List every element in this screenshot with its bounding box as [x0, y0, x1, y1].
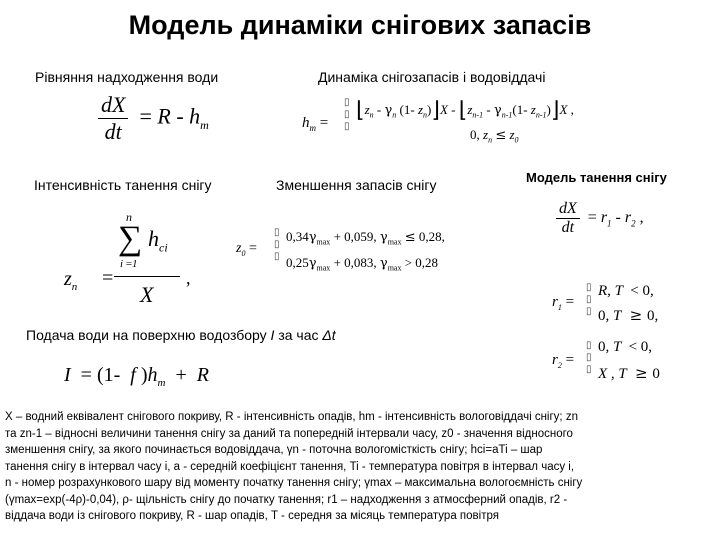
description-line: віддача води із снігового покриву, R - шар опадів, T - середня за місяць температура повітря	[5, 510, 499, 522]
water-balance-formula: $\frac{dX}{dt}$ = R - $h_m$	[98, 92, 209, 145]
description-line: та zn-1 – відносні величини танення снігу за даний та попередній інтервали часу, z0 - значення відносного	[5, 427, 573, 440]
description-line: X – водний еквівалент снігового покриву, R - інтенсивність опадів, hm - інтенсивність вологовіддачі снігу; zn	[5, 411, 578, 423]
melt-model-formula-main: $\frac{dX}{dt}$ = $r_1 - r_2$ ,	[556, 200, 644, 237]
page-title: Модель динаміки снігових запасів	[128, 10, 592, 40]
label-reserve-decrease: Зменшення запасів снігу	[276, 177, 437, 193]
label-melt-intensity: Інтенсивність танення снігу	[34, 177, 212, 193]
label-water-supply: Подача води на поверхню водозбору I за час Δt	[26, 327, 336, 343]
description-line: танення снігу в інтервал часу i, a - середній коефіцієнт танення, Ti - температура повітря в інтервал часу i,	[5, 460, 575, 473]
snow-dynamics-formula: $h_m$ = ▯ ▯ ▯ $⌊z_n - \gamma_n$ (1- $z_n)⌋X$ - $⌊z_{n-1} - \gamma_{n-1}(1-$ $z_{n-1})⌋X$ , 0, $z_n \le z_0$	[302, 97, 574, 145]
label-snow-dynamics: Динаміка снігозапасів і водовіддачі	[318, 69, 546, 85]
label-water-equation: Рівняння надходження води	[35, 69, 219, 85]
label-melt-model: Модель танення снігу	[526, 170, 667, 185]
description-line: n - номер розрахункового шару від моменту початку танення снігу; γmax – максимальна вологоємність снігу	[5, 477, 583, 489]
water-supply-formula: I = (1- f )$h_m + R$	[64, 364, 209, 389]
melt-model-formula-r1: $r_1$ = ▯ ▯ ▯ R, T < 0, 0, T ≥ 0,	[552, 282, 659, 324]
description-line: (γmax=exp(-4ρ)-0,04), ρ- щільність снігу до початку танення; r1 – надходження з атмосферний опадів, r2 -	[5, 493, 568, 506]
melt-model-formula-r2: $r_2$ = ▯ ▯ ▯ 0, T < 0, X , T ≥ 0	[552, 339, 660, 382]
melt-intensity-formula: n ∑ $h_{ci}$ i =1 X $z_n$ = ,	[64, 210, 191, 307]
reserve-decrease-formula: $z_0$ = ▯ ▯ ▯ $0,34\gamma_{max} + 0,059$, $\gamma_{max} \le 0,28$, $0,25\gamma_{max} + 0,083$, $\gamma_{max} > 0,28$	[236, 227, 445, 273]
variables-description	[5, 409, 715, 525]
description-line: зменшення снігу, за якого починається водовіддача, γn - поточна вологоміcткість снігу; hci=aTi – шар	[5, 444, 543, 456]
